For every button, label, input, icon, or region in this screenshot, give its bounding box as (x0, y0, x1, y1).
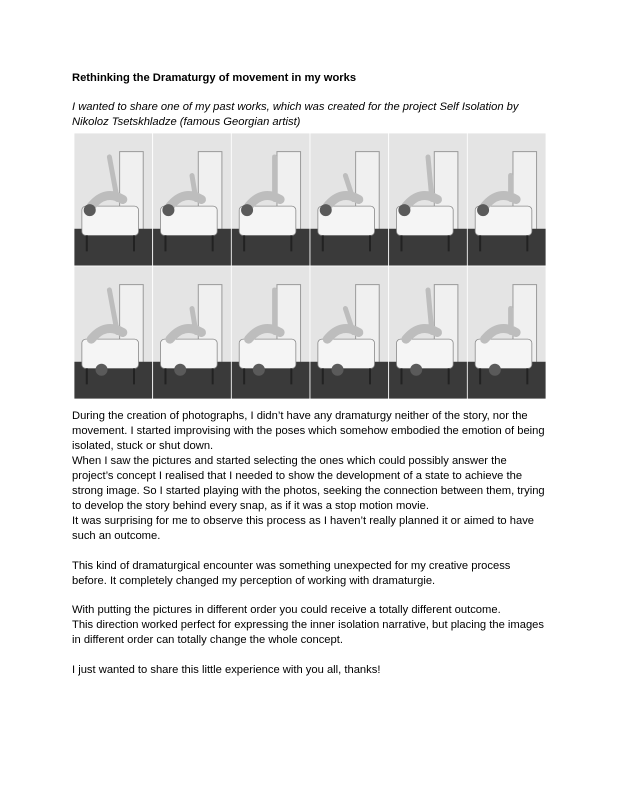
figure-head (398, 204, 410, 216)
chair-leg (369, 368, 371, 384)
photo-frame (310, 133, 389, 266)
chair-leg (212, 368, 214, 384)
document-subtitle (72, 100, 552, 130)
figure-head (96, 364, 108, 376)
chair-leg (322, 368, 324, 384)
paragraph-line: isolated, stuck or shut down. (72, 440, 214, 452)
paragraph-line: During the creation of photographs, I didn’t have any dramaturgy neither of the story, nor the (72, 410, 528, 422)
figure-head (320, 204, 332, 216)
body-text (72, 409, 552, 678)
figure-head (174, 364, 186, 376)
paragraph-line: to develop the story behind every snap, as if it was a stop motion movie. (72, 500, 429, 512)
photo-frame (467, 266, 546, 399)
paragraph-line: before. It completely changed my perception of working with dramaturgie. (72, 574, 436, 587)
chair-leg (479, 235, 481, 251)
figure-head (241, 204, 253, 216)
photo-frame (153, 133, 232, 266)
paragraph-line: It was surprising for me to observe this process as I haven’t really planned it or aimed to have (72, 515, 535, 527)
paragraph-line: This kind of dramaturgical encounter was something unexpected for my creative process (72, 559, 511, 572)
chair-leg (133, 235, 135, 251)
figure-head (410, 364, 422, 376)
chair-leg (322, 235, 324, 251)
chair-leg (526, 368, 528, 384)
photo-frame (74, 133, 153, 266)
chair-leg (400, 235, 402, 251)
chair-leg (133, 368, 135, 384)
paragraph-line: This direction worked perfect for expressing the inner isolation narrative, but placing the images (72, 619, 544, 632)
paragraph-line: I just wanted to share this little experience with you all, thanks! (72, 663, 381, 676)
chair-leg (526, 235, 528, 251)
paragraph-line: strong image. So I started playing with the photos, seeking the connection between them, trying (72, 485, 545, 497)
chair-leg (369, 235, 371, 251)
paragraph-line: When I saw the pictures and started selecting the ones which could possibly answer the (72, 455, 507, 467)
chair-leg (164, 368, 166, 384)
photo-frame (389, 266, 468, 399)
photo-frame (231, 266, 310, 399)
chair-leg (448, 368, 450, 384)
chair-leg (400, 368, 402, 384)
subtitle-line: I wanted to share one of my past works, which was created for the project Self Isolation by (72, 101, 519, 113)
photo-frame (153, 266, 232, 399)
photo-frame (389, 133, 468, 266)
chair-leg (448, 235, 450, 251)
figure-head (253, 364, 265, 376)
paragraph-line: movement. I started improvising with the poses which somehow embodied the emotion of being (72, 425, 545, 437)
chair-leg (290, 368, 292, 384)
document-title: Rethinking the Dramaturgy of movement in my works (72, 72, 357, 84)
chair-leg (479, 368, 481, 384)
chair-leg (164, 235, 166, 251)
chair-leg (243, 368, 245, 384)
figure-head (489, 364, 501, 376)
chair-leg (212, 235, 214, 251)
photo-frame (310, 266, 389, 399)
figure-head (332, 364, 344, 376)
figure-head (84, 204, 96, 216)
photo-frame (467, 133, 546, 266)
paragraph-line: With putting the pictures in different order you could receive a totally different outcome. (72, 604, 501, 617)
paragraph-line: project’s concept I realised that I needed to show the development of a state to achieve the (72, 470, 523, 482)
photo-sequence (74, 133, 546, 399)
subtitle-line: Nikoloz Tsetskhladze (famous Georgian artist) (72, 116, 301, 128)
photo-frame (231, 133, 310, 266)
figure-head (162, 204, 174, 216)
figure-head (477, 204, 489, 216)
paragraph-line: in different order can totally change the whole concept. (72, 634, 343, 647)
paragraph-line: such an outcome. (72, 530, 161, 542)
chair-leg (290, 235, 292, 251)
chair-leg (86, 368, 88, 384)
photo-frame (74, 266, 153, 399)
chair-leg (86, 235, 88, 251)
chair-leg (243, 235, 245, 251)
